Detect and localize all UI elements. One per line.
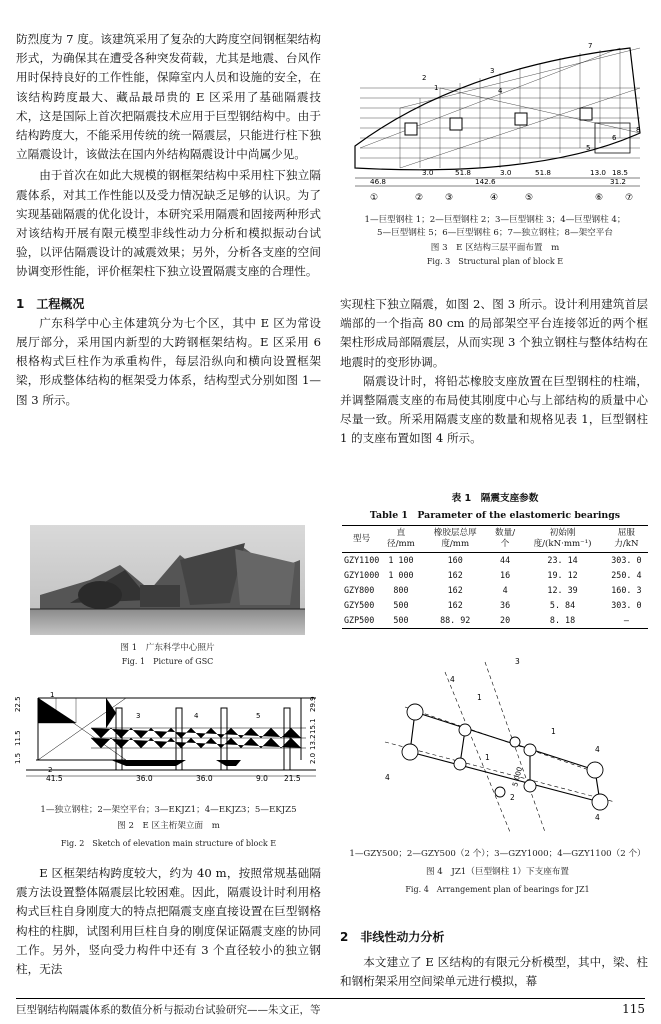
fig2-label-4: 4 — [194, 712, 199, 720]
fig3-label-7: 7 — [588, 42, 593, 50]
fig3-axis-6: ⑦ — [625, 193, 634, 203]
fig3-axis-3: ④ — [490, 193, 499, 203]
table-row — [342, 553, 648, 569]
fig1-caption-en: Fig. 1 Picture of GSC — [121, 657, 214, 666]
fig2-dim-4: 21.5 — [284, 774, 301, 783]
fig2-left-dim-1: 11.5 — [14, 730, 22, 746]
fig2-elevation-drawing — [16, 678, 321, 796]
right-para-1: 实现柱下独立隔震，如图 2、图 3 所示。设计利用建筑首层端部的一个指高 80 cm 的局部架空平台连接邻近的两个框架柱形成局部隔震层，从而实现 3 个独立钢柱与整体结构在地震时的变形协调。 — [340, 297, 648, 369]
table-header-cell: 型号 — [342, 526, 381, 553]
left-column-top — [16, 30, 321, 410]
fig2-dim-1: 36.0 — [136, 774, 153, 783]
right-para-3: 本文建立了 E 区结构的有限元分析模型，其中，梁、柱和钢桁架采用空间梁单元进行模拟，幕 — [340, 955, 648, 989]
table-row — [342, 568, 648, 583]
table-cell: — — [605, 613, 648, 629]
table1-title-en: Table 1 Parameter of the elastomeric bearings — [369, 510, 621, 521]
fig3-label-6: 6 — [612, 134, 617, 142]
fig3-dim-2: 51.8 — [455, 168, 472, 177]
figure-2 — [16, 678, 321, 850]
fig4-dim: 5 000 — [511, 766, 525, 788]
fig3-dim-0: 46.8 — [370, 177, 387, 186]
table-header-cell: 橡胶层总厚度/mm — [421, 526, 490, 553]
fig2-right-dim-0: 29.9 — [309, 696, 317, 712]
table-cell: 36 — [500, 600, 511, 610]
fig2-caption-cn: 图 2 E 区主桁架立面 m — [117, 821, 220, 831]
fig3-label-4: 4 — [498, 87, 503, 95]
fig3-axis-2: ③ — [445, 193, 454, 203]
fig2-right-dim-3: 2.0 — [309, 752, 317, 764]
fig3-dim-4: 51.8 — [535, 168, 552, 177]
left-para-2: 由于首次在如此大规模的钢框架结构中采用柱下独立隔震体系，对其工作性能以及受力情况缺乏足够的认识。为了实现基础隔震的优化设计，本研究采用隔震和固接两种形式对该结构开展有限元模型非线性动力分析和模拟振动台试验，以评估隔震设计的减震效果；另外，分析各支座的空间协调变形性能，评价框架柱下独立设置隔震支座的合理性。 — [16, 168, 321, 279]
fig3-label-3: 3 — [490, 67, 495, 75]
fig1-caption-cn: 图 1 广东科学中心照片 — [120, 643, 215, 653]
figure-4 — [345, 652, 650, 896]
table-cell: 19. 12 — [547, 570, 578, 580]
table-header-cell: 数量/个 — [490, 526, 520, 553]
fig4-label-4c: 4 — [385, 773, 390, 782]
table-row — [342, 613, 648, 629]
table-cell: GZY1000 — [344, 570, 380, 580]
table-cell: 23. 14 — [547, 555, 578, 565]
table-cell: 1 100 — [388, 555, 414, 565]
table-cell: 162 — [447, 585, 463, 595]
left-column-bottom — [16, 864, 321, 979]
table-cell: 16 — [500, 570, 511, 580]
page-footer — [16, 998, 645, 1017]
fig3-label-5: 5 — [586, 144, 591, 152]
fig2-left-dim-0: 22.5 — [14, 696, 22, 712]
table-cell: 44 — [500, 555, 511, 565]
bearing-parameter-table — [342, 525, 648, 629]
table-cell: 162 — [447, 600, 463, 610]
table-cell: GZP500 — [342, 613, 381, 629]
table-cell: 4 — [502, 585, 508, 595]
left-para-4: E 区框架结构跨度较大，约为 40 m，按照常规基础隔震方法设置整体隔震层比较困难。因此，隔震设计时利用格构式巨柱自身刚度大的特点把隔震支座直接设置在巨型钢格构柱的柱脚，试图利用巨柱自身的刚度保证隔震支座的协同工作。另外，竖向受力构件中还有 3 个直径较小的独立钢柱，无法 — [16, 866, 321, 977]
fig2-dim-2: 36.0 — [196, 774, 213, 783]
table-cell: 5. 84 — [549, 600, 576, 610]
table-cell: GZY800 — [344, 585, 375, 595]
section-2-title: 2 非线性动力分析 — [340, 930, 445, 944]
table-cell: 250. 4 — [611, 570, 642, 580]
fig2-right-dim-2: 13.2 — [309, 734, 317, 750]
fig4-label-4d: 4 — [595, 813, 600, 822]
fig2-dim-0: 41.5 — [46, 774, 63, 783]
fig3-axis-1: ② — [415, 193, 424, 203]
table-cell: 303. 0 — [611, 600, 642, 610]
table-cell: 12. 39 — [547, 585, 578, 595]
right-column-top — [340, 295, 648, 449]
fig3-caption-en: Fig. 3 Structural plan of block E — [426, 257, 564, 266]
table-cell: GZY500 — [344, 600, 375, 610]
fig3-dim-3: 3.0 — [500, 168, 512, 177]
table-cell: 88. 92 — [421, 613, 490, 629]
table-row — [342, 598, 648, 613]
page-number: 115 — [622, 1002, 645, 1016]
table-cell: 162 — [447, 570, 463, 580]
footer-title: 巨型钢结构隔震体系的数值分析与振动台试验研究——朱文正，等 — [16, 1004, 321, 1016]
table-cell: 800 — [393, 585, 409, 595]
fig4-caption-cn: 图 4 JZ1（巨型钢柱 1）下支座布置 — [425, 867, 569, 877]
fig4-caption-en: Fig. 4 Arrangement plan of bearings for JZ1 — [405, 885, 590, 894]
fig3-label-1: 1 — [434, 84, 439, 92]
fig3-axis-5: ⑥ — [595, 193, 604, 203]
fig3-dim-7: 142.6 — [475, 177, 496, 186]
fig3-caption-cn: 图 3 E 区结构三层平面布置 m — [430, 243, 560, 253]
table-cell: 20 — [490, 613, 520, 629]
fig3-dim-6: 18.5 — [612, 168, 629, 177]
fig4-label-1a: 1 — [477, 693, 482, 702]
fig3-legend-line-1: 1—巨型钢柱 1；2—巨型钢柱 2；3—巨型钢柱 3；4—巨型钢柱 4； — [364, 215, 626, 225]
fig4-label-1c: 1 — [485, 753, 490, 762]
table-cell: 8. 18 — [520, 613, 604, 629]
fig2-label-1: 1 — [50, 691, 55, 699]
table1-title-cn: 表 1 隔震支座参数 — [451, 493, 539, 504]
table-cell: 160. 3 — [611, 585, 642, 595]
table-header-cell: 直径/mm — [381, 526, 420, 553]
fig4-label-4a: 4 — [450, 675, 455, 684]
left-para-3: 广东科学中心主体建筑分为七个区，其中 E 区为常设展厅部分，采用国内新型的大跨钢框架结构。E 区采用 6 根格构式巨柱作为承重构件，每层沿纵向和横向设置框架梁，形成整体结构的框架受力体系，结构型式分别如图 1—图 3 所示。 — [16, 315, 321, 407]
figure-3 — [340, 28, 650, 268]
fig2-label-5: 5 — [256, 712, 261, 720]
fig4-bearing-layout — [345, 652, 650, 836]
right-para-2: 隔震设计时，将铅芯橡胶支座放置在巨型钢柱的柱端，并调整隔震支座的布局使其刚度中心与上部结构的质量中心尽量一致。所采用隔震支座的数量和规格见表 1，巨型钢柱 1 的支座布置如图 4 所示。 — [340, 373, 648, 446]
fig3-label-2: 2 — [422, 74, 427, 82]
table-cell: 160 — [447, 555, 463, 565]
table-row — [342, 583, 648, 598]
table-cell: 1 000 — [388, 570, 414, 580]
fig3-plan-drawing — [340, 28, 650, 208]
fig2-label-3: 3 — [136, 712, 141, 720]
fig4-label-3: 3 — [515, 657, 520, 666]
fig2-right-dim-1: 15.1 — [309, 718, 317, 734]
fig4-label-2: 2 — [510, 793, 515, 802]
table-1 — [342, 490, 648, 629]
table-header-cell: 初始刚度/(kN·mm⁻¹) — [520, 526, 604, 553]
fig3-legend-line-2: 5—巨型钢柱 5；6—巨型钢柱 6；7—独立钢柱；8—架空平台 — [377, 228, 613, 238]
fig3-dim-5: 13.0 — [590, 168, 607, 177]
fig3-label-8: 8 — [636, 126, 641, 134]
fig3-axis-0: ① — [370, 193, 379, 203]
fig2-label-2: 2 — [48, 766, 53, 774]
fig4-legend: 1—GZY500；2—GZY500（2 个）；3—GZY1000；4—GZY1100（2 个） — [349, 849, 646, 859]
section-1-title: 1 工程概况 — [16, 296, 85, 311]
table-cell: GZY1100 — [344, 555, 380, 565]
table-cell: 500 — [393, 600, 409, 610]
left-para-1: 防烈度为 7 度。该建筑采用了复杂的大跨度空间钢框架结构形式，为确保其在遭受各种突发荷载，尤其是地震、台风作用时保持良好的工作性能，保障室内人员和设施的安全，在该结构跨度最大、藏品最昂贵的 E 区采用了基础隔震技术，这是国际上首次把隔震技术应用于巨型钢结构中。由于结构跨度大，不能采用传统的统一隔震层，只能进行柱下独立隔震设计，该做法在国内外结构隔震设计中尚属少见。 — [16, 32, 321, 162]
table-header-cell: 屈服力/kN — [605, 526, 648, 553]
figure-1 — [30, 525, 305, 668]
right-column-bottom — [340, 928, 648, 992]
fig2-legend: 1—独立钢柱；2—架空平台；3—EKJZ1；4—EKJZ3；5—EKJZ5 — [40, 805, 297, 815]
fig2-dim-3: 9.0 — [256, 774, 268, 783]
table-cell: 500 — [381, 613, 420, 629]
gsc-photo — [30, 525, 305, 635]
fig4-label-4b: 4 — [595, 745, 600, 754]
fig3-axis-4: ⑤ — [525, 193, 534, 203]
table-cell: 303. 0 — [611, 555, 642, 565]
fig2-caption-en: Fig. 2 Sketch of elevation main structure of block E — [60, 839, 277, 848]
fig2-left-dim-2: 1.5 — [14, 752, 22, 764]
fig3-dim-1: 3.0 — [422, 168, 434, 177]
table-header-row — [342, 526, 648, 553]
fig4-label-1b: 1 — [551, 727, 556, 736]
fig3-dim-8: 31.2 — [610, 177, 627, 186]
